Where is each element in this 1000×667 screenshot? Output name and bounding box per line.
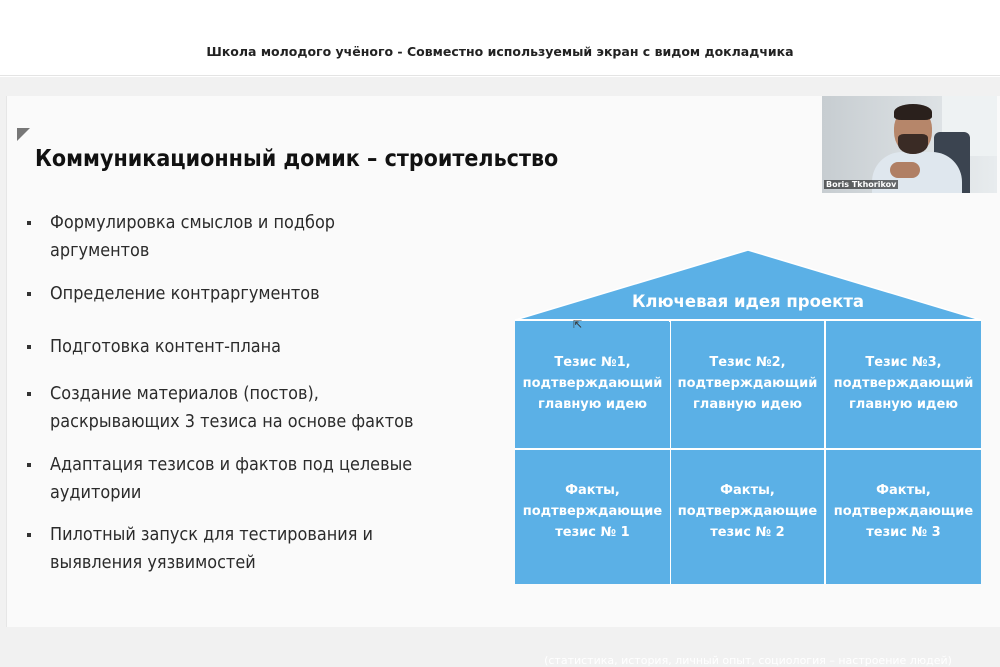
speaker-hand	[890, 162, 920, 178]
bullet-icon	[27, 463, 31, 467]
bullet-line: выявления уязвимостей	[50, 553, 256, 573]
cell-line: главную идею	[693, 397, 802, 412]
key-idea-label: Ключевая идея проекта	[631, 292, 865, 311]
mouse-cursor-icon: ⇱	[573, 319, 583, 331]
bullet-line: раскрывающих 3 тезиса на основе фактов	[50, 412, 414, 432]
bullet-line: Определение контраргументов	[50, 284, 320, 304]
speaker-hair	[894, 104, 932, 120]
title-bar	[0, 0, 1000, 76]
corner-triangle-icon	[17, 128, 30, 141]
cell-line: подтверждающие	[522, 504, 663, 519]
speaker-beard	[898, 134, 928, 154]
cell-line: Факты,	[876, 483, 931, 498]
facts-footnote: (статистика, история, личный опыт, социология – настроение людей)	[544, 654, 952, 667]
bullet-item	[27, 451, 447, 507]
communication-house-diagram	[515, 250, 981, 667]
bullet-line: Пилотный запуск для тестирования и	[50, 525, 373, 545]
bullet-item	[27, 380, 447, 436]
facts-cell-1	[515, 450, 670, 584]
cell-line: Тезис №2,	[709, 355, 786, 370]
bullet-icon	[27, 345, 31, 349]
bullet-item	[27, 521, 447, 577]
cell-line: главную идею	[849, 397, 958, 412]
cell-line: Тезис №1,	[554, 355, 631, 370]
bullet-line: Подготовка контент-плана	[50, 337, 282, 357]
speaker-video-tile[interactable]	[822, 96, 997, 193]
cell-line: тезис № 2	[710, 525, 785, 540]
cell-line: Тезис №3,	[865, 355, 942, 370]
bullet-line: аудитории	[50, 483, 142, 503]
bullet-icon	[27, 221, 31, 225]
bullet-item	[27, 209, 447, 265]
bullet-item	[27, 280, 447, 308]
cell-line: подтверждающие	[677, 504, 818, 519]
cell-line: тезис № 1	[555, 525, 630, 540]
facts-cell-2	[671, 450, 824, 584]
speaker-name-label: Boris Tkhorikov	[826, 180, 897, 189]
cell-line: подтверждающий	[677, 376, 818, 391]
thesis-cell-3	[826, 322, 981, 448]
bullet-line: Создание материалов (постов),	[50, 384, 319, 404]
cell-line: тезис № 3	[866, 525, 941, 540]
slide-title: Коммуникационный домик – строительство	[35, 146, 559, 172]
thesis-cell-1	[515, 322, 670, 448]
bullet-icon	[27, 533, 31, 537]
bullet-line: аргументов	[50, 241, 150, 261]
bullet-item	[27, 333, 447, 361]
cell-line: подтверждающие	[833, 504, 974, 519]
facts-cell-3	[826, 450, 981, 584]
window-title: Школа молодого учёного - Совместно используемый экран с видом докладчика	[206, 44, 794, 59]
bullet-line: Адаптация тезисов и фактов под целевые	[50, 455, 413, 475]
cell-line: подтверждающий	[522, 376, 663, 391]
cell-line: Факты,	[565, 483, 620, 498]
bullet-icon	[27, 292, 31, 296]
cell-line: Факты,	[720, 483, 775, 498]
bullet-icon	[27, 392, 31, 396]
cell-line: главную идею	[538, 397, 647, 412]
bullet-line: Формулировка смыслов и подбор	[50, 213, 336, 233]
cell-line: подтверждающий	[833, 376, 974, 391]
thesis-cell-2	[671, 322, 824, 448]
